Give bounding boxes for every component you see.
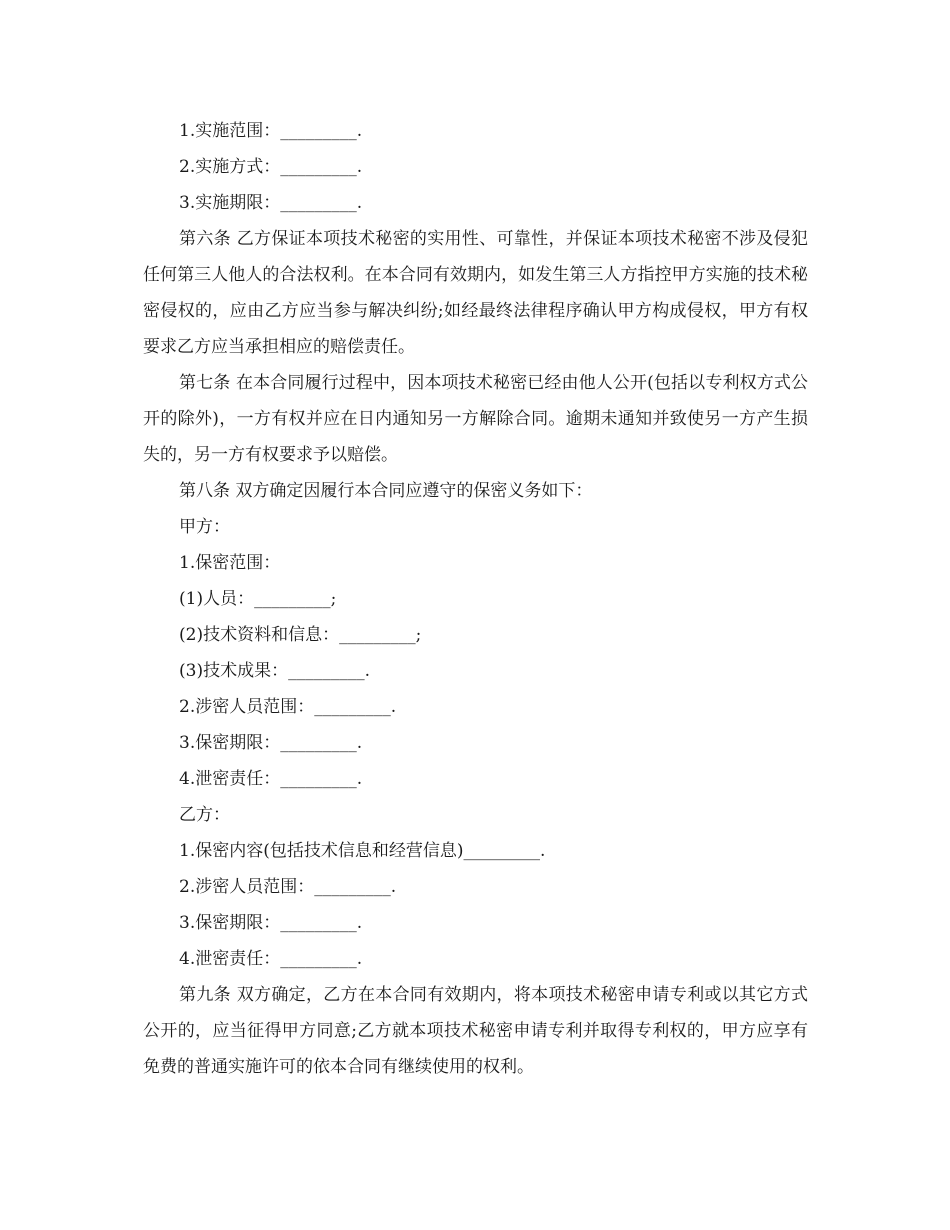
party-a-confidential-scope: 1.保密范围： [179,553,281,573]
article-8-heading: 第八条 双方确定因履行本合同应遵守的保密义务如下： [179,481,593,501]
party-a-tech-info-line: (2)技术资料和信息：_________; [179,625,422,645]
implementation-scope-line: 1.实施范围：_________. [179,121,363,141]
implementation-period-line: 3.实施期限：_________. [179,193,363,213]
party-b-confidential-period-line: 3.保密期限：_________. [179,913,363,933]
implementation-method-line: 2.实施方式：_________. [179,157,363,177]
document-body [143,113,808,1085]
article-7-paragraph: 第七条 在本合同履行过程中，因本项技术秘密已经由他人公开(包括以专利权方式公开的除外)，一方有权并应在日内通知另一方解除合同。逾期未通知并致使另一方产生损失的，另一方有权要求予以赔偿。 [143,373,808,465]
article-6-paragraph: 第六条 乙方保证本项技术秘密的实用性、可靠性，并保证本项技术秘密不涉及侵犯任何第三人他人的合法权利。在本合同有效期内，如发生第三人方指控甲方实施的技术秘密侵权的，应由乙方应当参与解决纠纷;如经最终法律程序确认甲方构成侵权，甲方有权要求乙方应当承担相应的赔偿责任。 [143,229,808,357]
article-9-paragraph: 第九条 双方确定，乙方在本合同有效期内，将本项技术秘密申请专利或以其它方式公开的，应当征得甲方同意;乙方就本项技术秘密申请专利并取得专利权的，甲方应享有免费的普通实施许可的依本合同有继续使用的权利。 [143,985,808,1077]
party-b-label: 乙方： [179,805,230,825]
party-b-personnel-scope-line: 2.涉密人员范围：_________. [179,877,397,897]
party-b-confidential-content-line: 1.保密内容(包括技术信息和经营信息)_________. [179,841,546,861]
party-a-personnel-line: (1)人员：_________; [179,589,337,609]
party-a-personnel-scope-line: 2.涉密人员范围：_________. [179,697,397,717]
party-a-label: 甲方： [179,517,230,537]
party-a-confidential-period-line: 3.保密期限：_________. [179,733,363,753]
party-a-leak-liability-line: 4.泄密责任：_________. [179,769,363,789]
party-b-leak-liability-line: 4.泄密责任：_________. [179,949,363,969]
party-a-tech-results-line: (3)技术成果：_________. [179,661,370,681]
